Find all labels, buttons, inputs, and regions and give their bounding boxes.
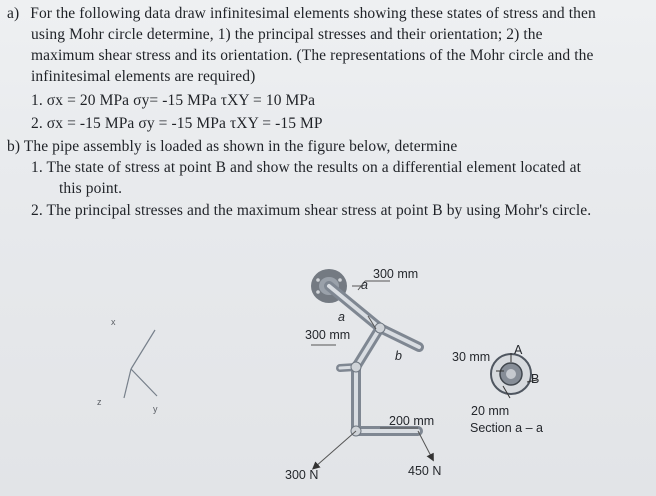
point-b-label: b: [395, 349, 402, 363]
section-caption: Section a – a: [470, 421, 543, 435]
x-axis-label: x: [111, 317, 116, 327]
part-a-item-2: 2. σx = -15 MPa σy = -15 MPa τXY = -15 MP: [31, 115, 323, 132]
x-axis-line: [131, 330, 155, 369]
part-b-first-line: b) The pipe assembly is loaded as shown in the figure below, determine: [7, 138, 458, 155]
part-b-item-2: 2. The principal stresses and the maximum shear stress at point B by using Mohr's circle.: [31, 202, 592, 219]
section-point-b-label: B: [531, 372, 540, 386]
part-a-marker: a): [7, 5, 20, 22]
z-axis-label: z: [97, 397, 102, 407]
coordinate-axes: [124, 330, 157, 398]
section-point-a-label: A: [514, 343, 523, 357]
left-load-label: 300 N: [285, 468, 319, 482]
part-a-text-1: For the following data draw infinitesimal elements showing these states of stress and then: [30, 5, 596, 22]
part-a-text-2: using Mohr circle determine, 1) the principal stresses and their orientation; 2) the: [31, 26, 543, 43]
y-axis-line: [131, 369, 157, 396]
right-load-label: 450 N: [408, 464, 442, 478]
part-a-text-4: infinitesimal elements are required): [31, 68, 256, 85]
part-a-item-1: 1. σx = 20 MPa σy= -15 MPa τXY = 10 MPa: [31, 92, 316, 109]
part-b-item-1: 1. The state of stress at point B and show the results on a differential element located at: [31, 159, 582, 176]
part-b-item-1-continued: this point.: [59, 180, 123, 197]
y-axis-label: y: [153, 404, 158, 414]
point-a-upper-label: a: [361, 278, 368, 292]
part-a-text-3: maximum shear stress and its orientation. (The representations of the Mohr circle and the: [31, 47, 594, 64]
top-dimension-label: 300 mm: [373, 267, 419, 281]
section-outer-diameter-label: 30 mm: [452, 350, 491, 364]
z-axis-line: [124, 369, 131, 398]
bottom-dimension-label: 200 mm: [389, 414, 435, 428]
dimension-lines: [311, 281, 435, 467]
left-dimension-label: 300 mm: [305, 328, 351, 342]
section-inner-diameter-label: 20 mm: [471, 404, 510, 418]
point-a-lower-label: a: [338, 310, 345, 324]
